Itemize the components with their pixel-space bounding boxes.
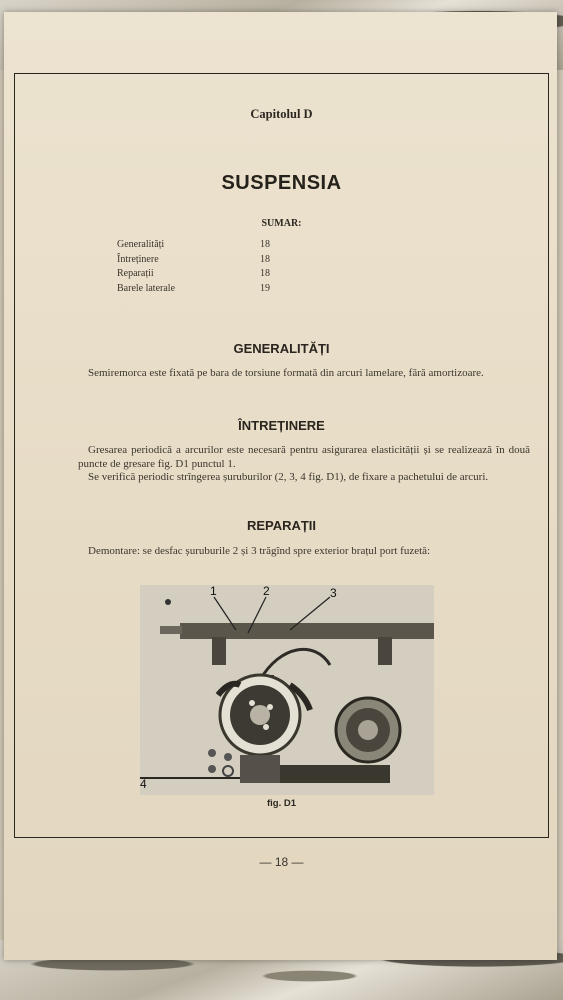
- chapter-label: Capitolul D: [250, 107, 313, 121]
- figure-caption: fig. D1: [266, 798, 297, 809]
- summary-item-page: 18: [260, 268, 270, 279]
- summary-item-label: Barele laterale: [117, 282, 176, 294]
- section-text-intretinere: [78, 444, 530, 485]
- suspension-parts-photo: [140, 585, 434, 795]
- summary-item-page: 18: [260, 253, 270, 265]
- summary-item-page: 19: [260, 282, 270, 294]
- section-text-reparatii: [78, 545, 530, 559]
- section-heading-generalitati: GENERALITĂȚI: [233, 341, 330, 356]
- figure-callout: 4: [140, 777, 147, 791]
- figure-callout: 3: [330, 586, 337, 600]
- section-heading-reparatii: REPARAȚII: [246, 518, 317, 533]
- paragraph: Demontare: se desfac șuruburile 2 și 3 trăgînd spre exterior brațul port fuzetă:: [88, 545, 431, 557]
- page-title: SUSPENSIA: [221, 172, 342, 194]
- section-text-generalitati: [78, 367, 530, 381]
- paragraph: Semiremorca este fixată pe bara de torsiune formată din arcuri lamelare, fără amortizoare.: [88, 367, 484, 379]
- summary-item-label: Reparații: [117, 268, 154, 279]
- summary-item: [117, 267, 317, 282]
- figure-callout: 2: [263, 585, 270, 598]
- summary-item-label: Întreținere: [117, 253, 159, 265]
- page-number: — 18 —: [259, 855, 304, 869]
- summary-item: [117, 282, 317, 297]
- summary-item: [117, 253, 317, 268]
- summary-item-page: 18: [260, 239, 270, 250]
- section-heading-intretinere: ÎNTREȚINERE: [238, 418, 325, 433]
- paragraph: Se verifică periodic strîngerea șuruburilor (2, 3, 4 fig. D1), de fixare a pachetului de arcuri.: [88, 471, 489, 483]
- summary-item: [117, 238, 317, 253]
- summary-item-label: Generalități: [117, 239, 165, 250]
- figure-d1-photo: [140, 585, 434, 795]
- figure-callout: 1: [210, 585, 217, 598]
- paragraph: Gresarea periodică a arcurilor este necesară pentru asigurarea elasticității și se realizează în două puncte de gresare fig. D1 punctul 1.: [78, 444, 530, 470]
- summary-list: [117, 238, 317, 296]
- summary-heading: SUMAR:: [261, 218, 302, 229]
